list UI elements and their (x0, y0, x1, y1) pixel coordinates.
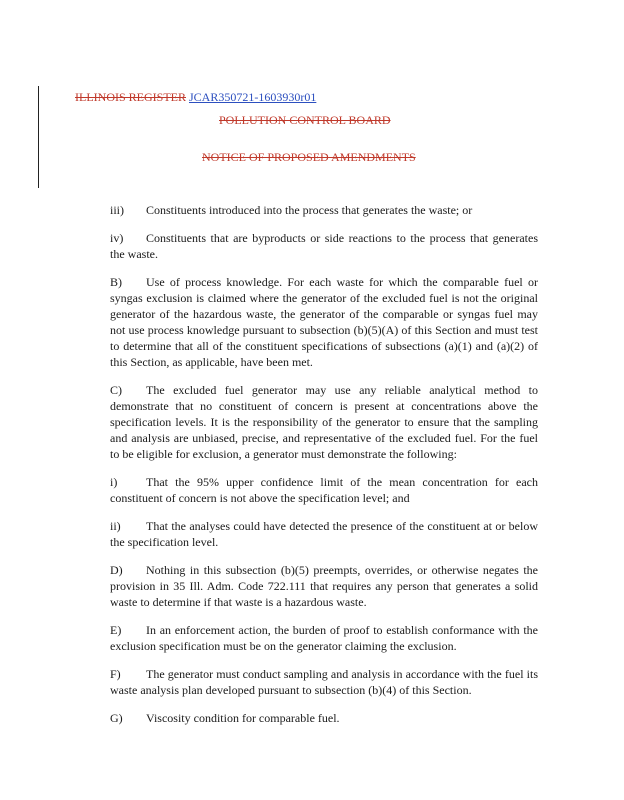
paragraph-iii: iii) Constituents introduced into the process that generates the waste; or (110, 203, 473, 217)
paragraph-e: E) In an enforcement action, the burden of proof to establish conformance with the exclusion specification must be on the generator claiming the exclusion. (110, 623, 538, 653)
paragraph-i: i) That the 95% upper confidence limit of the mean concentration for each constituent of concern is not above the specification level; and (110, 475, 538, 505)
paragraph-f: F) The generator must conduct sampling and analysis in accordance with the fuel its waste analysis plan developed pursuant to subsection (b)(4) of this Section. (110, 667, 538, 697)
paragraph-b: B) Use of process knowledge. For each waste for which the comparable fuel or syngas exclusion is claimed where the generator of the excluded fuel is not the original generator of the hazardous waste, the generator of the comparable or syngas fuel may not use process knowledge pursuant to subsection (b)(5)(A) of this Section and must test to determine that all of the constituent specifications of subsections (a)(1) and (a)(2) of this Section, as applicable, have been met. (110, 275, 538, 369)
notice-title: NOTICE OF PROPOSED AMENDMENTS (202, 150, 416, 164)
board-title: POLLUTION CONTROL BOARD (219, 113, 391, 127)
change-bar (38, 86, 39, 188)
document-body (110, 202, 538, 738)
paragraph-c: C) The excluded fuel generator may use any reliable analytical method to demonstrate that no constituent of concern is present at concentrations above the specification levels. It is the responsibility of the generator to ensure that the sampling and analysis are unbiased, precise, and representative of the excluded fuel. For the fuel to be eligible for exclusion, a generator must demonstrate the following: (110, 383, 538, 461)
jcar-number: JCAR350721-1603930r01 (189, 90, 317, 104)
register-header (75, 90, 316, 104)
register-title-struck: ILLINOIS REGISTER (75, 90, 186, 104)
paragraph-iv: iv) Constituents that are byproducts or side reactions to the process that generates the waste. (110, 231, 538, 261)
paragraph-g: G) Viscosity condition for comparable fuel. (110, 711, 340, 725)
paragraph-d: D) Nothing in this subsection (b)(5) preempts, overrides, or otherwise negates the provision in 35 Ill. Adm. Code 722.111 that requires any person that generates a solid waste to determine if that waste is a hazardous waste. (110, 563, 538, 609)
paragraph-ii: ii) That the analyses could have detected the presence of the constituent at or below the specification level. (110, 519, 538, 549)
